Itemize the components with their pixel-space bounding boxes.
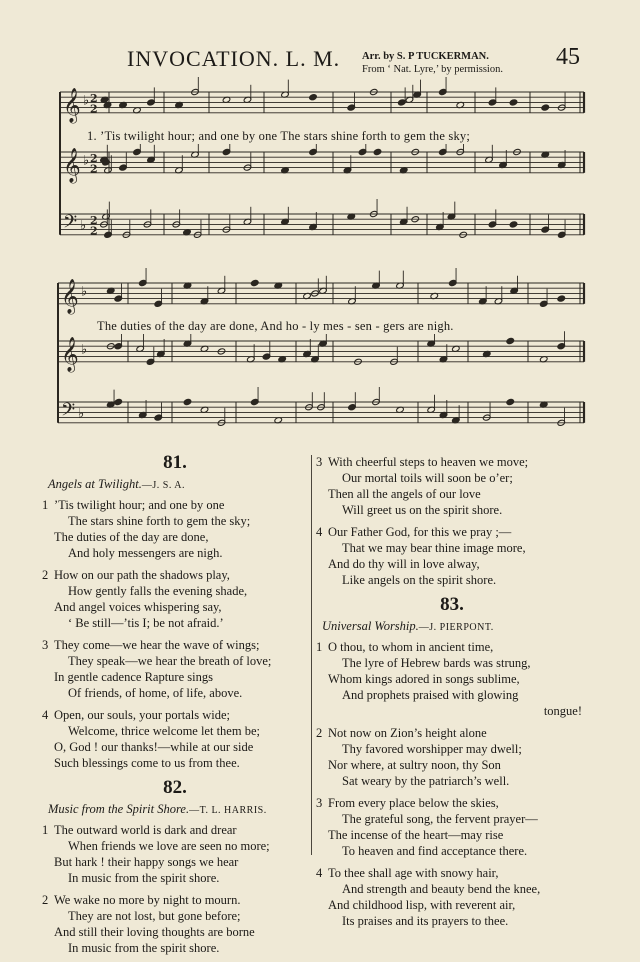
verse-line: Welcome, thrice welcome let them be; bbox=[68, 724, 260, 738]
verse-line: Our Father God, for this we pray ;— bbox=[328, 525, 512, 539]
verse-line: ’Tis twilight hour; and one by one bbox=[54, 498, 225, 512]
verse-line: Sat weary by the patriarch’s well. bbox=[342, 774, 510, 788]
note-head bbox=[506, 398, 514, 405]
hymn-column-left bbox=[42, 450, 308, 962]
hymn-82 bbox=[42, 777, 308, 956]
verse-line: The lyre of Hebrew bards was strung, bbox=[342, 656, 531, 670]
verse-line: To thee shall age with snowy hair, bbox=[328, 866, 499, 880]
verse-line: When friends we love are seen no more; bbox=[68, 839, 270, 853]
stanza-number: 1 bbox=[42, 498, 49, 512]
treble-clef-icon: 𝄞 bbox=[63, 147, 81, 183]
stanza bbox=[42, 497, 308, 561]
note-head bbox=[509, 99, 517, 106]
verse-line: The stars shine forth to gem the sky; bbox=[68, 514, 251, 528]
stanza bbox=[316, 639, 588, 719]
stanza bbox=[316, 524, 588, 588]
hymn-source bbox=[48, 801, 308, 819]
verse-line: And prophets praised with glowing bbox=[342, 688, 519, 702]
time-signature: 2 bbox=[90, 91, 98, 105]
flat-icon: ♭ bbox=[78, 406, 85, 422]
verse-line: And strength and beauty bend the knee, bbox=[342, 882, 541, 896]
verse-line: O thou, to whom in ancient time, bbox=[328, 640, 494, 654]
verse-line: The outward world is dark and drear bbox=[54, 823, 237, 837]
verse-line: How gently falls the evening shade, bbox=[68, 584, 248, 598]
stanza-number: 2 bbox=[42, 568, 49, 582]
verse-line: Like angels on the spirit shore. bbox=[342, 573, 497, 587]
flat-icon: ♭ bbox=[83, 153, 90, 169]
hymn-author: —J. PIERPONT. bbox=[418, 622, 494, 633]
verse-line: Open, our souls, your portals wide; bbox=[54, 708, 231, 722]
note-head bbox=[114, 398, 122, 405]
verse-line: Of friends, of home, of life, above. bbox=[68, 686, 243, 700]
note-head bbox=[373, 148, 381, 155]
verse-line: They come—we hear the wave of wings; bbox=[54, 638, 260, 652]
stanza-number: 1 bbox=[42, 823, 49, 837]
note-head bbox=[557, 295, 565, 302]
flat-icon: ♭ bbox=[83, 93, 90, 109]
hymn-title: Universal Worship. bbox=[322, 619, 419, 633]
note-head bbox=[506, 337, 514, 344]
note-head bbox=[541, 104, 549, 111]
hymn-81 bbox=[42, 452, 308, 771]
stanza-number: 3 bbox=[42, 638, 49, 652]
verse-line: tongue! bbox=[543, 704, 582, 718]
treble-clef-icon: 𝄞 bbox=[63, 87, 81, 123]
verse-line: From every place below the skies, bbox=[328, 796, 499, 810]
stanza-number: 4 bbox=[316, 866, 323, 880]
time-signature: 2 bbox=[90, 224, 98, 238]
verse-line: In gentle cadence Rapture sings bbox=[54, 670, 213, 684]
verse-line: Will greet us on the spirit shore. bbox=[342, 503, 503, 517]
verse-line: Not now on Zion’s height alone bbox=[328, 726, 487, 740]
stanza-number: 2 bbox=[42, 893, 49, 907]
bass-clef-icon: 𝄢 bbox=[61, 400, 76, 426]
hymn-title: Angels at Twilight. bbox=[48, 477, 142, 491]
source-credit: From ‘ Nat. Lyre,’ by permission. bbox=[362, 64, 503, 75]
verse-line: To heaven and find acceptance there. bbox=[342, 844, 528, 858]
verse-line: That we may bear thine image more, bbox=[342, 541, 526, 555]
verse-line: The incense of the heart—may rise bbox=[328, 828, 504, 842]
stanza bbox=[316, 454, 588, 518]
page-number: 45 bbox=[556, 44, 580, 70]
time-signature: 2 bbox=[90, 102, 98, 116]
verse-line: The duties of the day are done, bbox=[54, 530, 209, 544]
verse-line: We wake no more by night to mourn. bbox=[54, 893, 241, 907]
verse-line: They are not lost, but gone before; bbox=[68, 909, 241, 923]
verse-line: Whom kings adored in songs sublime, bbox=[328, 672, 520, 686]
stanza bbox=[42, 892, 308, 956]
hymn-83 bbox=[316, 594, 588, 929]
treble-clef-icon: 𝄞 bbox=[61, 336, 79, 372]
flat-icon: ♭ bbox=[80, 218, 87, 234]
verse-line: But hark ! their happy songs we hear bbox=[54, 855, 239, 869]
stanza-number: 2 bbox=[316, 726, 323, 740]
stanza-number: 4 bbox=[42, 708, 49, 722]
stanza bbox=[316, 795, 588, 859]
hymn-tune-title: INVOCATION. L. M. bbox=[127, 46, 341, 71]
hymn-column-right bbox=[316, 454, 588, 935]
lyrics-system-2: The duties of the day are done, And ho - ly mes - sen - gers are nigh. bbox=[97, 319, 454, 333]
verse-line: And angel voices whispering say, bbox=[54, 600, 222, 614]
note-head bbox=[251, 279, 259, 286]
stanza-number: 4 bbox=[316, 525, 323, 539]
time-signature: 2 bbox=[90, 151, 98, 165]
hymn-author: —T. L. HARRIS. bbox=[189, 805, 267, 816]
score-system bbox=[60, 77, 584, 238]
note-head bbox=[183, 398, 191, 405]
verse-line: How on our path the shadows play, bbox=[54, 568, 230, 582]
note-head bbox=[509, 221, 517, 228]
verse-line: In music from the spirit shore. bbox=[68, 871, 220, 885]
stanza bbox=[316, 725, 588, 789]
hymn-source bbox=[322, 618, 588, 636]
verse-line: Its praises and its prayers to thee. bbox=[342, 914, 509, 928]
hymn-number: 82. bbox=[163, 777, 187, 798]
verse-line: In music from the spirit shore. bbox=[68, 941, 220, 955]
note-head bbox=[309, 94, 317, 101]
verse-line: And still their loving thoughts are borne bbox=[54, 925, 255, 939]
verse-line: And childhood lisp, with reverent air, bbox=[328, 898, 516, 912]
hymn-number: 81. bbox=[163, 452, 187, 473]
treble-clef-icon: 𝄞 bbox=[61, 278, 79, 314]
verse-line: The grateful song, the fervent prayer— bbox=[342, 812, 538, 826]
verse-line: Nor where, at sultry noon, thy Son bbox=[328, 758, 501, 772]
time-signature: 2 bbox=[90, 162, 98, 176]
hymn-title: Music from the Spirit Shore. bbox=[48, 802, 190, 816]
verse-line: And holy messengers are nigh. bbox=[68, 546, 223, 560]
hymn-number: 83. bbox=[440, 594, 464, 615]
verse-line: ‘ Be still—’tis I; be not afraid.’ bbox=[68, 616, 224, 630]
verse-line: Thy favored worshipper may dwell; bbox=[342, 742, 522, 756]
stanza bbox=[42, 567, 308, 631]
bass-clef-icon: 𝄢 bbox=[63, 212, 78, 238]
verse-line: And do thy will in love alway, bbox=[328, 557, 480, 571]
flat-icon: ♭ bbox=[81, 342, 88, 358]
stanza-number: 3 bbox=[316, 455, 323, 469]
column-divider bbox=[311, 455, 312, 855]
arranger-credit: Arr. by S. P TUCKERMAN. bbox=[362, 51, 489, 62]
flat-icon: ♭ bbox=[81, 284, 88, 300]
verse-line: O, God ! our thanks!—while at our side bbox=[54, 740, 254, 754]
verse-line: They speak—we hear the breath of love; bbox=[68, 654, 272, 668]
stanza bbox=[316, 865, 588, 929]
verse-line: Our mortal toils will soon be o’er; bbox=[342, 471, 513, 485]
lyrics-system-1: 1. ’Tis twilight hour; and one by one The stars shine forth to gem the sky; bbox=[87, 129, 471, 143]
stanza bbox=[42, 637, 308, 701]
musical-score bbox=[0, 0, 640, 440]
hymn-author: —J. S. A. bbox=[141, 480, 185, 491]
stanza-number: 3 bbox=[316, 796, 323, 810]
verse-line: Such blessings come to us from thee. bbox=[54, 756, 240, 770]
stanza bbox=[42, 707, 308, 771]
score-system bbox=[58, 268, 584, 426]
verse-line: With cheerful steps to heaven we move; bbox=[328, 455, 529, 469]
verse-line: Then all the angels of our love bbox=[328, 487, 481, 501]
hymn-82-continued bbox=[316, 454, 588, 588]
hymn-source bbox=[48, 476, 308, 494]
stanza bbox=[42, 822, 308, 886]
time-signature: 2 bbox=[90, 213, 98, 227]
stanza-number: 1 bbox=[316, 640, 323, 654]
